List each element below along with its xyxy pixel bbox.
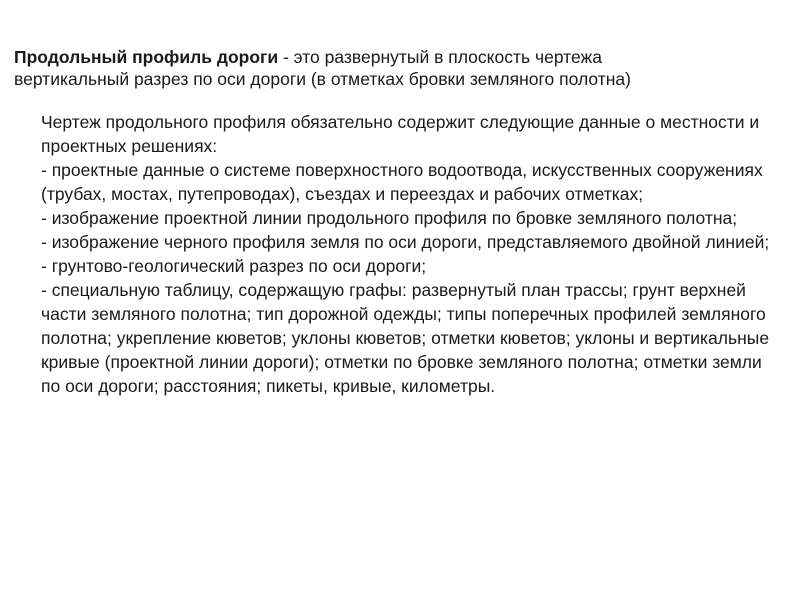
list-item: - проектные данные о системе поверхностного водоотвода, искусственных сооружениях (трубах, мостах, путепроводах), съездах и переездах и рабочих отметках; <box>41 160 763 204</box>
content-intro: Чертеж продольного профиля обязательно содержит следующие данные о местности и проектных решениях: <box>41 112 760 156</box>
list-item: - изображение черного профиля земля по оси дороги, представляемого двойной линией; <box>41 232 770 252</box>
list-item: - грунтово-геологический разрез по оси дороги; <box>41 256 427 276</box>
content-block <box>41 110 771 398</box>
definition-text-line1: - это развернутый в плоскость чертежа <box>278 47 602 67</box>
definition-term: Продольный профиль дороги <box>14 47 279 67</box>
list-item: - изображение проектной линии продольного профиля по бровке земляного полотна; <box>41 208 738 228</box>
definition-block <box>14 46 774 90</box>
list-item: - специальную таблицу, содержащую графы: развернутый план трассы; грунт верхней части земляного полотна; тип дорожной одежды; типы поперечных профилей земляного полотна; укрепление кюветов; уклоны кюветов; отметки кюветов; уклоны и вертикальные кривые (проектной линии дороги); отметки по бровке земляного полотна; отметки земли по оси дороги; расстояния; пикеты, кривые, километры. <box>41 280 770 396</box>
definition-text-line2: вертикальный разрез по оси дороги (в отметках бровки земляного полотна) <box>14 69 631 89</box>
